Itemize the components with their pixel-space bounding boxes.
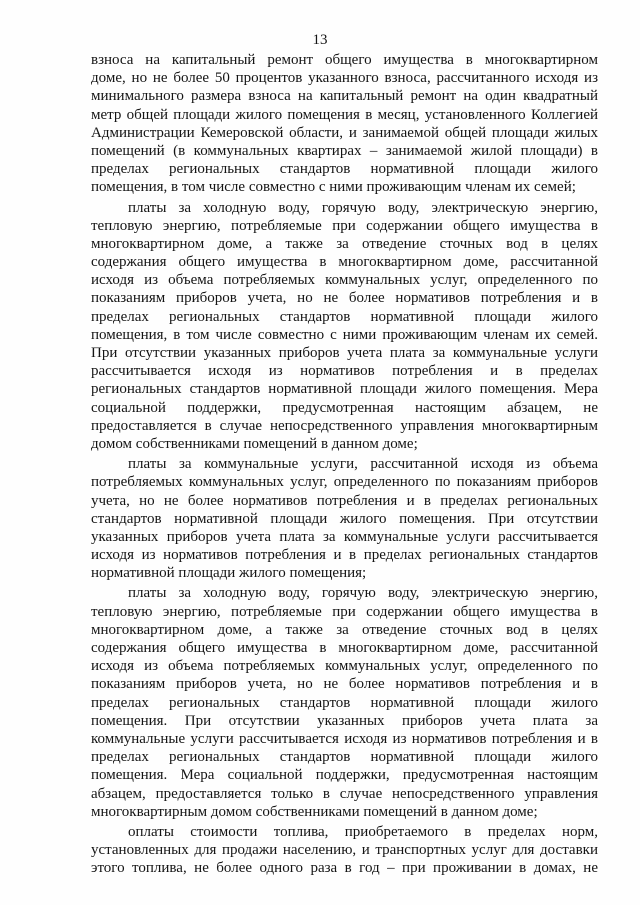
text-line: исходя из объема потребляемых коммунальных услуг, определенного по [91,658,598,675]
text-line: доме, но не более 50 процентов указанного взноса, рассчитанного исходя из [91,70,598,87]
text-line: платы за холодную воду, горячую воду, электрическую энергию, [128,199,598,216]
text-line: предоставляется в случае непосредственного управления многоквартирным [91,417,598,434]
text-line: Администрации Кемеровской области, и занимаемой общей площади жилых [91,124,598,141]
text-line: помещений (в коммунальных квартирах – занимаемой жилой площади) в [91,142,598,159]
text-line: коммунальные услуги рассчитывается исходя из нормативов потребления и в [91,730,598,747]
text-line: показаниям приборов учета, но не более нормативов потребления и в [91,290,598,307]
text-line: этого топлива, не более одного раза в год – при проживании в домах, не [91,860,598,877]
text-line: При отсутствии указанных приборов учета плата за коммунальные услуги [91,345,598,361]
text-line: установленных для продажи населению, и транспортных услуг для доставки [91,842,598,859]
text-line: нормативной площади жилого помещения; [91,565,367,582]
text-line: пределах региональных стандартов нормативной площади жилого [91,749,598,766]
text-line: пределах региональных стандартов нормативной площади жилого [91,308,598,325]
text-line: указанных приборов учета плата за коммунальные услуги рассчитывается [91,528,598,545]
text-line: домом собственниками помещений в данном доме; [91,435,418,452]
text-line: стандартов нормативной площади жилого помещения. При отсутствии [91,510,598,527]
text-line: помещения. При отсутствии указанных приборов учета плата за [91,712,598,729]
document-body [91,51,598,877]
text-line: содержания общего имущества в многоквартирном доме, рассчитанной [91,640,598,656]
text-line: пределах региональных стандартов нормативной площади жилого [91,694,598,711]
text-line: платы за холодную воду, горячую воду, электрическую энергию, [128,585,598,602]
text-line: абзацем, предоставляется только в случае непосредственного управления [91,785,598,802]
text-line: пределах региональных стандартов нормативной площади жилого [91,161,598,178]
text-line: исходя из объема потребляемых коммунальных услуг, определенного по [91,272,598,289]
text-line: региональных стандартов нормативной площади жилого помещения. Мера [91,381,598,398]
text-line: рассчитывается исходя из нормативов потребления и в пределах [91,363,598,380]
text-line: многоквартирном доме, а также за отведение сточных вод в целях [91,235,598,252]
text-line: взноса на капитальный ремонт общего имущества в многоквартирном [91,52,598,68]
text-line: минимального размера взноса на капитальный ремонт на один квадратный [91,88,598,105]
text-line: платы за коммунальные услуги, рассчитанной исходя из объема [128,456,598,473]
text-line: учета, но не более нормативов потребления и в пределах региональных [91,492,598,509]
text-line: содержания общего имущества в многоквартирном доме, рассчитанной [91,254,598,271]
text-line: помещения. Мера социальной поддержки, предусмотренная настоящим [91,767,598,784]
text-line: метр общей площади жилого помещения в месяц, установленного Коллегией [91,106,598,123]
text-line: многоквартирном доме, а также за отведение сточных вод в целях [91,621,598,638]
text-line: помещения, в том числе совместно с ними проживающим членам их семей. [91,326,598,343]
text-line: потребляемых коммунальных услуг, определенного по показаниям приборов [91,474,598,491]
text-line: тепловую энергию, потребляемые при содержании общего имущества в [91,603,598,620]
text-line: показаниям приборов учета, но не более нормативов потребления и в [91,676,598,693]
text-line: исходя из нормативов потребления и в пределах региональных стандартов [91,547,598,564]
text-line: помещения, в том числе совместно с ними проживающим членам их семей; [91,179,576,196]
text-line: многоквартирным домом собственниками помещений в данном доме; [91,803,538,820]
text-line: социальной поддержки, предусмотренная настоящим абзацем, не [91,399,598,416]
page-number: 13 [312,32,328,48]
text-line: тепловую энергию, потребляемые при содержании общего имущества в [91,217,598,234]
text-line: оплаты стоимости топлива, приобретаемого в пределах норм, [128,823,598,840]
